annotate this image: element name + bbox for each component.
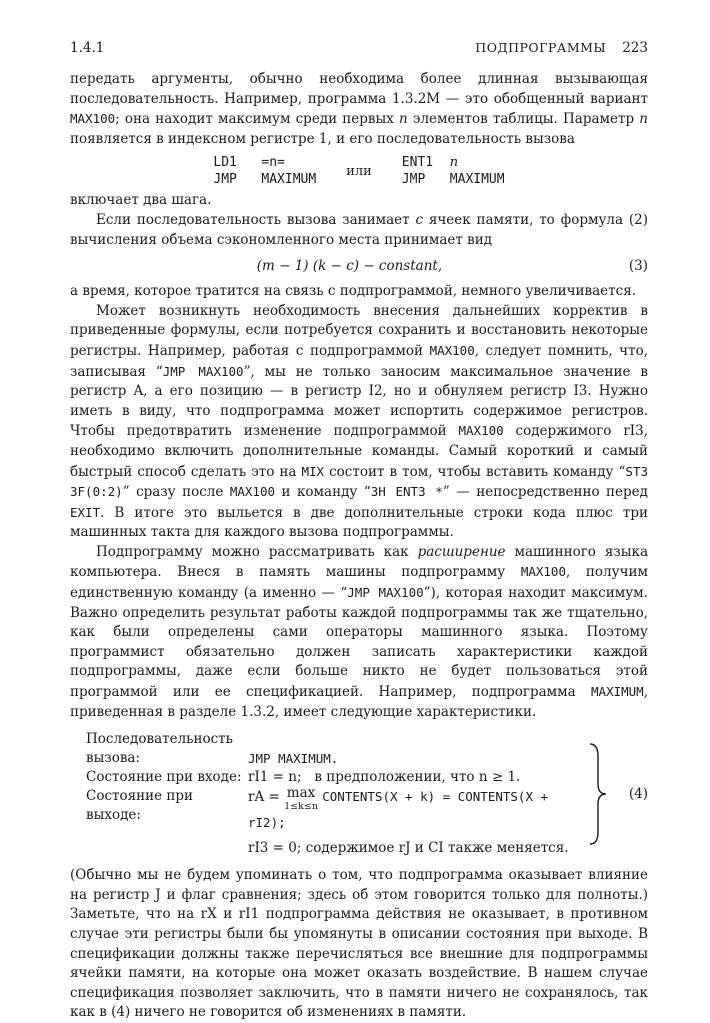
spec-label-entry: Состояние при входе:	[86, 769, 242, 786]
running-header	[70, 40, 648, 56]
spec-calling-value: JMP MAXIMUM.	[248, 751, 339, 767]
subroutine-spec	[70, 730, 648, 858]
spec-body	[70, 730, 586, 858]
paragraph-6: Подпрограмму можно рассматривать как расширение машинного языка компьютера. Внеся в память машины подпрограмму MAX100, получим единственную команду (а именно — “JMP MAX100”), которая находит максимум. Важно определить результат работы каждой подпрограммы так же тщательно, как были определены сами операторы машинного языка. Поэтому программист обязательно должен записать характеристики каждой подпрограммы, даже если больше никто не будет пользоваться этой программой или ее спецификацией. Например, подпрограмма MAXIMUM, приведенная в разделе 1.3.2, имеет следующие характеристики.	[70, 543, 648, 720]
formula-3	[70, 258, 648, 274]
spec-label-calling-2: вызова:	[86, 750, 141, 767]
formula-expression: (m − 1) (k − c) − constant,	[256, 258, 443, 275]
or-label: или	[346, 163, 372, 179]
paragraph-5: Может возникнуть необходимость внесения дальнейших корректив в приведенные формулы, если потребуется сохранить и восстановить некоторые регистры. Например, работая с подпрограммой MAX100, следует помнить, что, записывая “JMP MAX100”, мы не только заносим максимальное значение в регистр A, а его позицию — в регистр I2, но и обнуляем регистр I3. Нужно иметь в виду, что подпрограмма может испортить содержимое регистров. Чтобы предотвратить изменение подпрограммой MAX100 содержимого rI3, необходимо включить дополнительные команды. Самый короткий и самый быстрый способ сделать это на MIX состоит в том, чтобы вставить команду “ST3 3F(0:2)” сразу после MAX100 и команду “3H ENT3 *” — непосредственно перед EXIT. В итоге это выльется в две дополнительные строки кода плюс три машинных такта для каждого вызова подпрограммы.	[70, 302, 648, 541]
paragraph-3: Если последовательность вызова занимает c ячеек памяти, то формула (2) вычисления объема сэкономленного места принимает вид	[70, 211, 648, 248]
paragraph-2: включает два шага.	[70, 192, 212, 209]
calling-sequence-table	[70, 155, 648, 187]
right-brace-icon	[586, 742, 608, 846]
spec-exit-value-2: rI3 = 0; содержимое rJ и CI также меняется.	[248, 840, 569, 857]
calling-sequence-left: LD1 =n= JMP MAXIMUM	[213, 155, 317, 188]
page-number: 223	[622, 40, 648, 56]
spec-entry-value: rI1 = n; в предположении, что n ≥ 1.	[248, 769, 521, 786]
chapter-title: ПОДПРОГРАММЫ	[475, 40, 607, 55]
spec-exit-value: rA = max 1≤k≤n CONTENTS(X + k) = CONTENTS(X + rI2);	[248, 785, 549, 831]
section-number: 1.4.1	[70, 40, 105, 56]
paragraph-7: (Обычно мы не будем упоминать о том, что подпрограмма оказывает влияние на регистр J и флаг сравнения; здесь об этом говорится только для полноты.) Заметьте, что на rX и rI1 подпрограмма действия не оказывает, в противном случае эти регистры были бы упомянуты в описании состояния при выходе. В спецификации должны также перечисляться все внешние для подпрограммы ячейки памяти, на которые она может оказать воздействие. В нашем случае спецификация позволяет заключить, что в памяти ничего не сохранялось, так как в (4) ничего не говорится об изменениях в памяти.	[70, 867, 648, 1021]
paragraph-4: а время, которое тратится на связь с подпрограммой, немного увеличивается.	[70, 283, 637, 300]
max-operator: max 1≤k≤n	[284, 785, 318, 813]
calling-sequence-right: ENT1 n JMP MAXIMUM	[401, 155, 505, 188]
spec-label-calling: Последовательность	[86, 731, 234, 748]
book-page	[70, 40, 648, 1023]
paragraph-1: передать аргументы, обычно необходима более длинная вызывающая последовательность. Например, программа 1.3.2M — это обобщенный вариант MAX100; она находит максимум среди первых n элементов таблицы. Параметр n появляется в индексном регистре 1, и его последовательность вызова	[70, 71, 648, 147]
formula-number: (3)	[628, 258, 648, 275]
spec-number: (4)	[628, 786, 648, 803]
spec-label-exit: Состояние при выходе:	[86, 788, 194, 824]
